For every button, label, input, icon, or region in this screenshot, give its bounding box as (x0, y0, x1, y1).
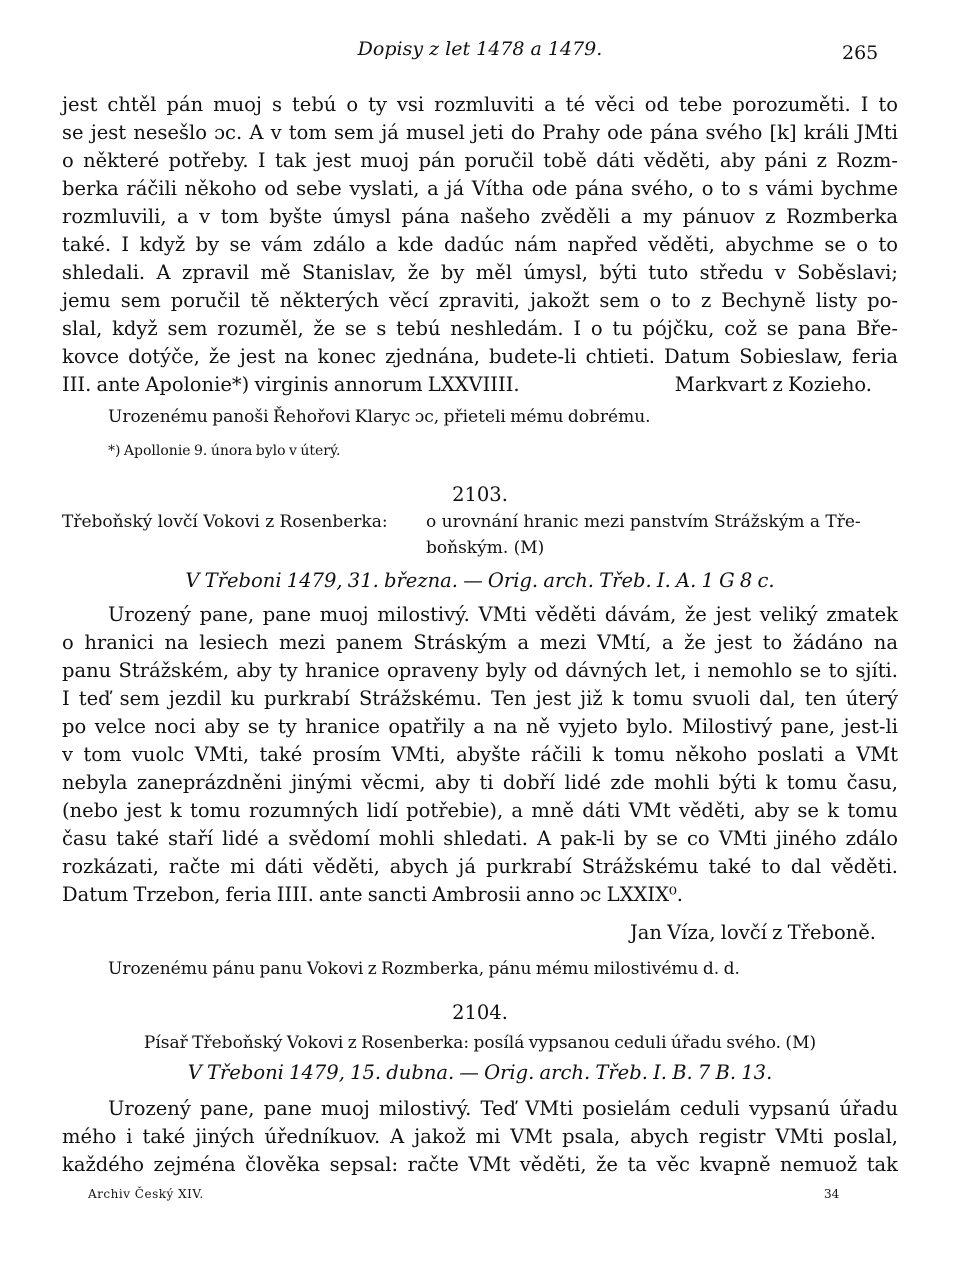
running-title: Dopisy z let 1478 a 1479. (357, 38, 603, 60)
text-line: se jest nesešlo ɔc. A v tom sem já musel jeti do Prahy ode pána svého [k] králi JMti (62, 121, 898, 144)
footnote: *) Apollonie 9. února bylo v úterý. (108, 443, 341, 459)
footer-signature-mark: Archiv Český XIV. (88, 1187, 204, 1201)
text-line: jemu sem poručil tě některých věcí zpraviti, jakožt sem o to z Bechyně listy po- (62, 289, 898, 312)
letter-heading-left: Třeboňský lovčí Vokovi z Rosenberka: (62, 512, 388, 532)
text-line: rozmluvili, a v tom byšte úmysl pána našeho zvěděli a my pánuov z Rozmberka (62, 205, 898, 228)
letter-number: 2104. (452, 1001, 508, 1024)
text-line: po velce noci aby se ty hranice opatřily a na ně vyjeto bylo. Milostivý pane, jest-li (62, 715, 898, 738)
text-line: o hranici na lesiech mezi panem Stráským a mezi VMtí, a že jest to žádáno na (62, 631, 898, 654)
text-line-with-signature (62, 372, 898, 398)
text-line: mého i také jiných úředníkuov. A jakož mi VMt psala, abych registr VMti poslal, (62, 1125, 898, 1148)
letter-heading: Písař Třeboňský Vokovi z Rosenberka: posílá vypsanou ceduli úřadu svého. (M) (143, 1033, 817, 1053)
letter-heading-right-cont: boňským. (M) (426, 538, 545, 558)
text-line: času také staří lidé a svědomí mohli shledati. A pak-li by se co VMti jiného zdálo (62, 827, 898, 850)
letter-heading-right: o urovnání hranic mezi panstvím Strážským a Tře- (426, 512, 861, 532)
text-line: kovce dotýče, že jest na konec zjednána, budete-li chtieti. Datum Sobieslaw, feria (62, 345, 898, 368)
text-line: rozkázati, račte mi dáti věděti, abych já purkrabí Strážskému také to dal věděti. (62, 855, 898, 878)
text-line: I teď sem jezdil ku purkrabí Strážskému. Ten jest již k tomu svuoli dal, ten úterý (62, 687, 898, 710)
letter-number: 2103. (452, 483, 508, 506)
text-line: panu Strážském, aby ty hranice opraveny byly od dávných let, i nemohlo se to sjíti. (62, 659, 898, 682)
text-line: také. I když by se vám zdálo a kde dadúc nám napřed věděti, abychme se o to (62, 233, 898, 256)
address-line: Urozenému panoši Řehořovi Klaryc ɔc, přieteli mému dobrému. (108, 407, 651, 427)
dating-clause: Datum Trzebon, feria IIII. ante sancti Ambrosii anno ɔc LXXIX⁰. (62, 883, 683, 906)
footer-sheet-number: 34 (824, 1187, 840, 1201)
text-line: v tom vuolc VMti, také prosím VMti, abyšte ráčili k tomu někoho poslati a VMt (62, 743, 898, 766)
text-line: (nebo jest k tomu rozumných lidí potřebie), a mně dáti VMt věděti, aby se k tomu (62, 799, 898, 822)
letter-source: V Třeboni 1479, 31. března. — Orig. arch. Třeb. I. A. 1 G 8 c. (185, 569, 775, 592)
page-number: 265 (842, 42, 879, 64)
text-line: nebyla zaneprázdněni jinými věcmi, aby ti dobří lidé zde mohli býti k tomu času, (62, 771, 898, 794)
signature: Jan Víza, lovčí z Třeboně. (629, 921, 876, 944)
text-line: berka ráčili někoho od sebe vyslati, a já Vítha ode pána svého, o to s vámi bychme (62, 177, 898, 200)
address-line: Urozenému pánu panu Vokovi z Rozmberka, pánu mému milostivému d. d. (108, 959, 740, 979)
text-line: shledali. A zpravil mě Stanislav, že by měl úmysl, býti tuto středu v Soběslavi; (62, 261, 898, 284)
dating-clause: III. ante Apolonie*) virginis annorum LXXVIIII. (62, 373, 520, 396)
letter-source: V Třeboni 1479, 15. dubna. — Orig. arch. Třeb. I. B. 7 B. 13. (187, 1061, 773, 1084)
text-line: jest chtěl pán muoj s tebú o ty vsi rozmluviti a té věci od tebe porozuměti. I to (62, 93, 898, 116)
text-line: Urozený pane, pane muoj milostivý. Teď VMti posielám ceduli vypsanú úřadu (108, 1097, 898, 1120)
text-line: každého zejména člověka sepsal: račte VMt věděti, že ta věc kvapně nemuož tak (62, 1153, 898, 1176)
signature: Markvart z Kozieho. (674, 373, 872, 396)
text-line: o některé potřeby. I tak jest muoj pán poručil tobě dáti věděti, aby páni z Rozm- (62, 149, 898, 172)
text-line: slal, když sem rozuměl, že se s tebú neshledám. I o tu pójčku, což se pana Bře- (62, 317, 898, 340)
text-line: Urozený pane, pane muoj milostivý. VMti věděti dávám, že jest veliký zmatek (108, 603, 898, 626)
